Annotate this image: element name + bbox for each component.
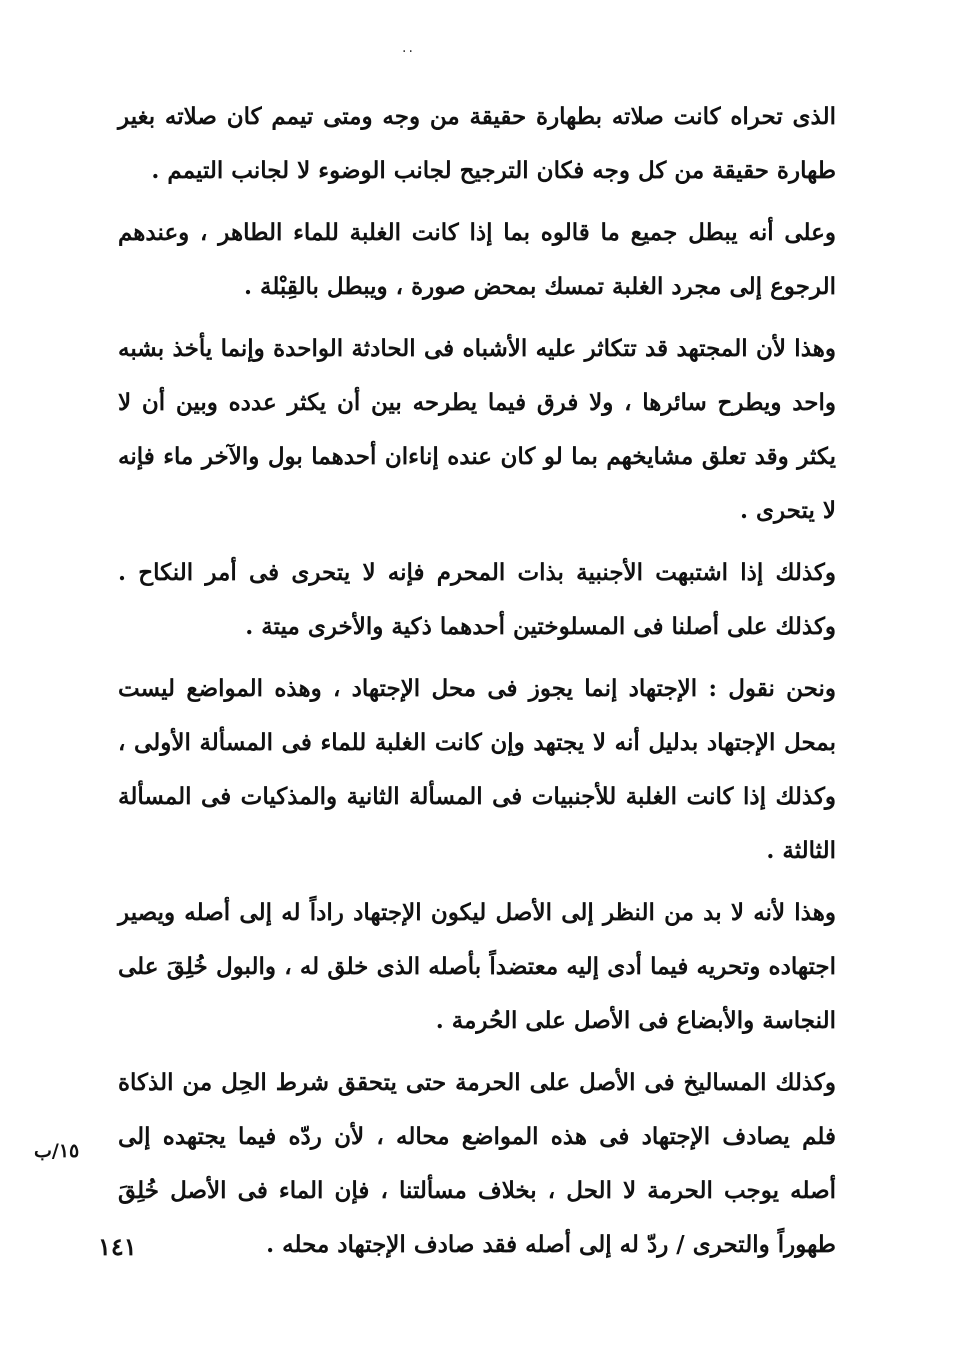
paragraph-5: ونحن نقول : الإجتهاد إنما يجوز فى محل الإجتهاد ، وهذه المواضع ليست بمحل الإجتهاد بدليل أنه لا يجتهد وإن كانت الغلبة للماء فى المسألة الأولى ، وكذلك إذا كانت الغلبة للأجنبيات فى المسألة الثانية والمذكيات فى المسألة الثالثة . — [118, 675, 836, 864]
main-text-block — [118, 90, 836, 1280]
top-mark: .. — [402, 40, 415, 56]
paragraph-1: الذى تحراه كانت صلاته بطهارة حقيقة من وجه ومتى تيمم كان صلاته بغير طهارة حقيقة من كل وجه فكان الترجيح لجانب الوضوء لا لجانب التيمم . — [118, 103, 836, 184]
paragraph-4: وكذلك إذا اشتبهت الأجنبية بذات المحرم فإنه لا يتحرى فى أمر النكاح . وكذلك على أصلنا فى المسلوختين أحدهما ذكية والأخرى ميتة . — [118, 559, 836, 640]
page-number: ١٤١ — [98, 1232, 137, 1261]
folio-margin-note: ١٥/ب — [34, 1140, 80, 1162]
paragraph-7: وكذلك المساليخ فى الأصل على الحرمة حتى يتحقق شرط الحِل من الذكاة فلم يصادف الإجتهاد فى هذه المواضع محاله ، لأن ردّه فيما يجتهده إلى أصله يوجب الحرمة لا الحل ، بخلاف مسألتنا ، فإن الماء فى الأصل خُلِقَ طهوراً والتحرى / ردّ له إلى أصله فقد صادف الإجتهاد محله . — [118, 1069, 836, 1258]
paragraph-2: وعلى أنه يبطل جميع ما قالوه بما إذا كانت الغلبة للماء الطاهر ، وعندهم الرجوع إلى مجرد الغلبة تمسك بمحض صورة ، ويبطل بالقِبْلة . — [118, 219, 836, 300]
paragraph-3: وهذا لأن المجتهد قد تتكاثر عليه الأشباه فى الحادثة الواحدة وإنما يأخذ بشبه واحد ويطرح سائرها ، ولا فرق فيما يطرحه بين أن يكثر عدده وبين أن لا يكثر وقد تعلق مشايخهم بما لو كان عنده إناءان أحدهما بول والآخر ماء فإنه لا يتحرى . — [118, 335, 836, 524]
paragraph-6: وهذا لأنه لا بد من النظر إلى الأصل ليكون الإجتهاد راداً له إلى أصله ويصير اجتهاده وتحريه فيما أدى إليه معتضداً بأصله الذى خلق له ، والبول خُلِقَ على النجاسة والأبضاع فى الأصل على الحُرمة . — [118, 899, 836, 1034]
